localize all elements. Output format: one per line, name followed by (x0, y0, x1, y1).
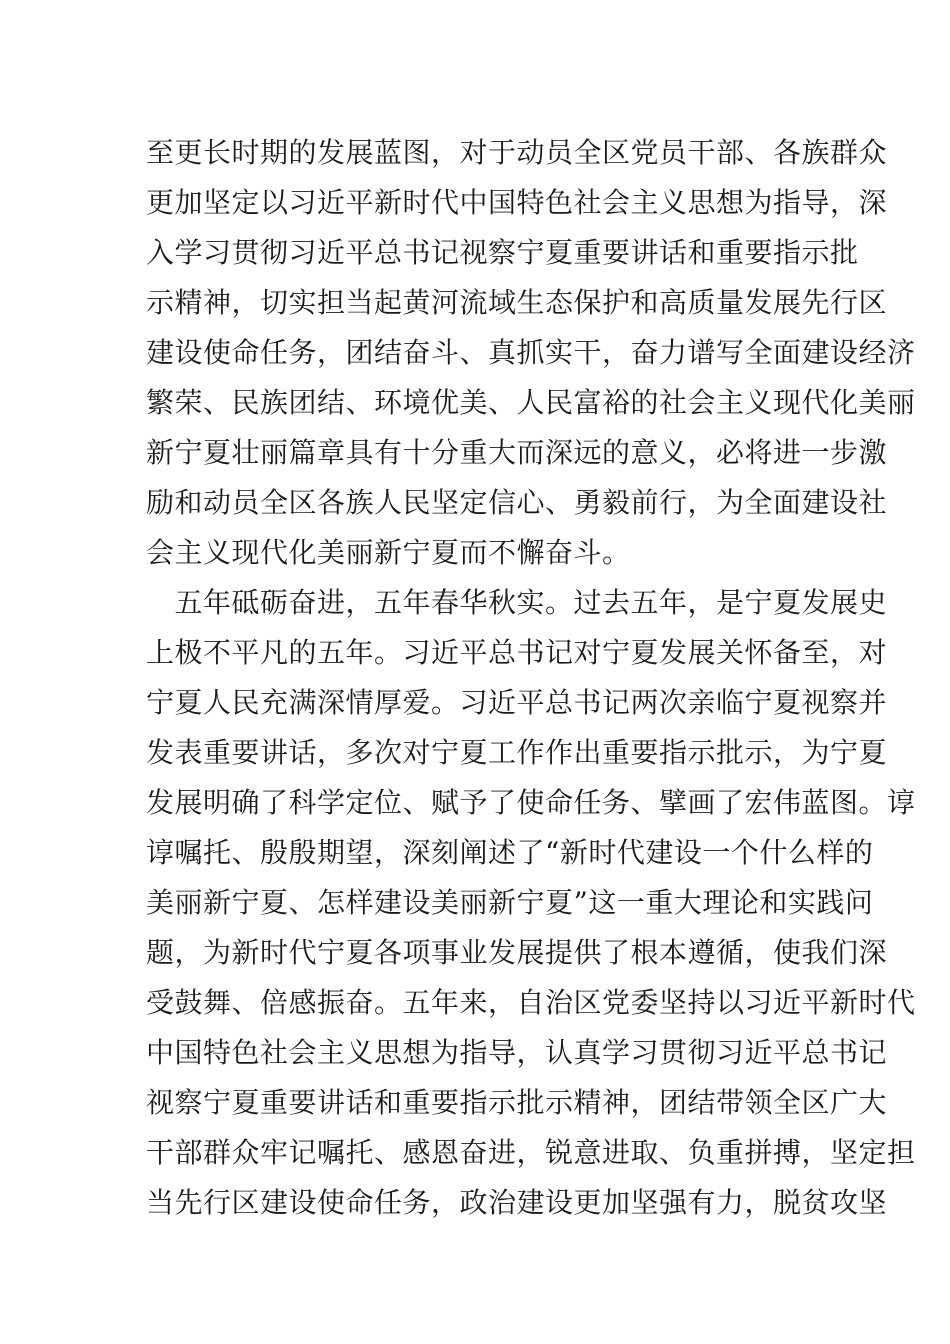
paragraph-2 (146, 578, 916, 1228)
text-line: 发表重要讲话，多次对宁夏工作作出重要指示批示，为宁夏 (146, 736, 888, 769)
text-line: 谆嘱托、殷殷期望，深刻阐述了“新时代建设一个什么样的 (146, 836, 874, 869)
text-line: 发展明确了科学定位、赋予了使命任务、擘画了宏伟蓝图。谆 (146, 786, 916, 819)
text-line: 受鼓舞、倍感振奋。五年来，自治区党委坚持以习近平新时代 (146, 986, 916, 1019)
paragraph-1 (146, 128, 916, 578)
text-line: 会主义现代化美丽新宁夏而不懈奋斗。 (146, 536, 631, 569)
text-line: 入学习贯彻习近平总书记视察宁夏重要讲话和重要指示批 (146, 236, 859, 269)
text-line: 示精神，切实担当起黄河流域生态保护和高质量发展先行区 (146, 286, 888, 319)
text-line: 繁荣、民族团结、环境优美、人民富裕的社会主义现代化美丽 (146, 386, 916, 419)
text-line: 建设使命任务，团结奋斗、真抓实干，奋力谱写全面建设经济 (146, 336, 916, 369)
text-line: 新宁夏壮丽篇章具有十分重大而深远的意义，必将进一步激 (146, 436, 888, 469)
text-line: 题，为新时代宁夏各项事业发展提供了根本遵循，使我们深 (146, 936, 888, 969)
text-line: 美丽新宁夏、怎样建设美丽新宁夏”这一重大理论和实践问 (146, 886, 874, 919)
text-line: 视察宁夏重要讲话和重要指示批示精神，团结带领全区广大 (146, 1086, 888, 1119)
text-line: 上极不平凡的五年。习近平总书记对宁夏发展关怀备至，对 (146, 636, 888, 669)
text-line: 中国特色社会主义思想为指导，认真学习贯彻习近平总书记 (146, 1036, 888, 1069)
text-line: 当先行区建设使命任务，政治建设更加坚强有力，脱贫攻坚 (146, 1186, 888, 1219)
text-line: 励和动员全区各族人民坚定信心、勇毅前行，为全面建设社 (146, 486, 888, 519)
body-text (146, 128, 916, 1228)
text-line: 至更长时期的发展蓝图，对于动员全区党员干部、各族群众 (146, 136, 888, 169)
text-line: 五年砥砺奋进，五年春华秋实。过去五年，是宁夏发展史 (146, 586, 888, 619)
text-line: 干部群众牢记嘱托、感恩奋进，锐意进取、负重拼搏，坚定担 (146, 1136, 916, 1169)
text-line: 更加坚定以习近平新时代中国特色社会主义思想为指导，深 (146, 186, 888, 219)
text-line: 宁夏人民充满深情厚爱。习近平总书记两次亲临宁夏视察并 (146, 686, 888, 719)
